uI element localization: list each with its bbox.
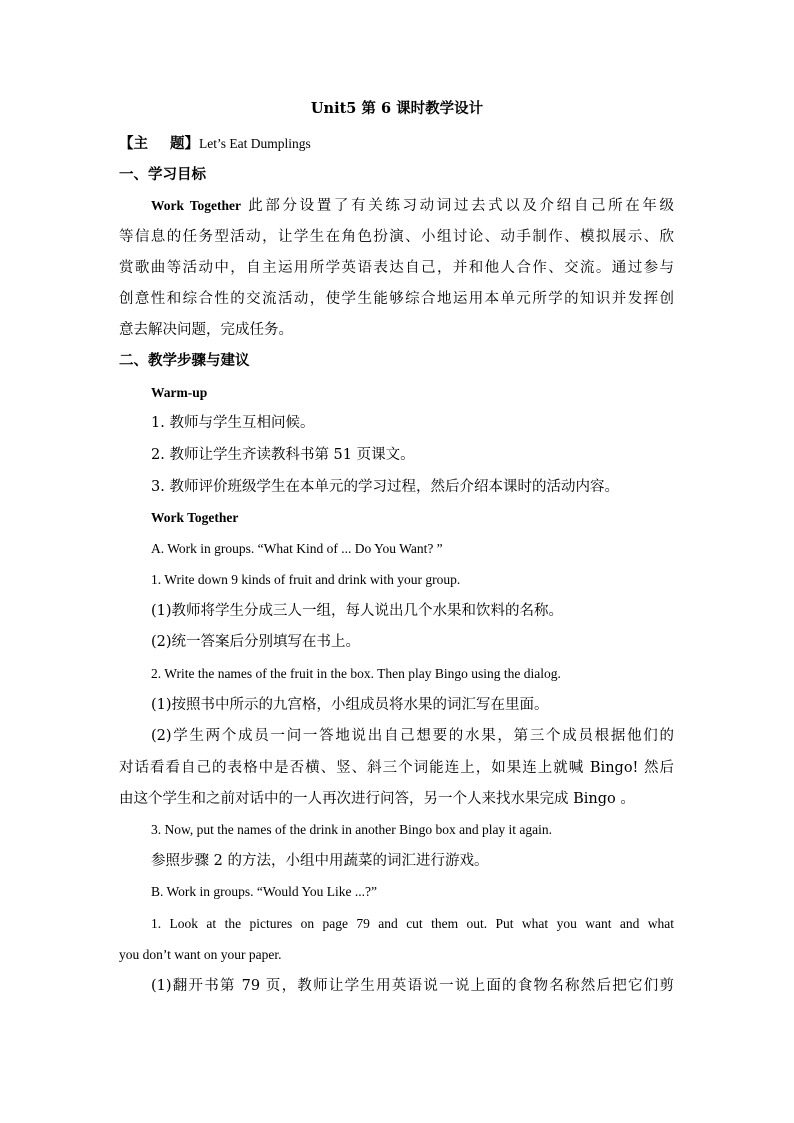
- part-a-step-2-sub-2-line-2: 对话看看自己的表格中是否横、竖、斜三个词能连上，如果连上就喊 Bingo! 然后: [119, 760, 674, 776]
- part-b-step-1-sub-1: (1)翻开书第 79 页，教师让学生用英语说一说上面的食物名称然后把它们剪: [151, 978, 674, 994]
- section-heading-objectives: 一、学习目标: [119, 166, 206, 183]
- part-a-step-1-sub-2: (2)统一答案后分别填写在书上。: [151, 634, 361, 650]
- objectives-line-5: 意去解决问题，完成任务。: [119, 322, 293, 338]
- section-heading-steps: 二、教学步骤与建议: [119, 352, 250, 369]
- part-b-heading: B. Work in groups. “Would You Like ...?”: [151, 884, 377, 899]
- warmup-item-3: 3. 教师评价班级学生在本单元的学习过程，然后介绍本课时的活动内容。: [151, 479, 619, 495]
- topic-label-left: 【主: [119, 135, 148, 152]
- objectives-line-3: 赏歌曲等活动中，自主运用所学英语表达自己，并和他人合作、交流。通过参与: [119, 260, 674, 276]
- objectives-line-1: [151, 196, 674, 216]
- topic-line: [119, 134, 311, 154]
- objectives-lead: Work Together: [151, 198, 242, 213]
- part-a-step-3: 3. Now, put the names of the drink in another Bingo box and play it again.: [151, 822, 553, 837]
- document-title: Unit5 第 6 课时教学设计: [310, 100, 484, 117]
- work-together-heading: Work Together: [151, 510, 239, 525]
- warmup-item-2: 2. 教师让学生齐读教科书第 51 页课文。: [151, 447, 415, 463]
- part-a-step-3-note: 参照步骤 2 的方法，小组中用蔬菜的词汇进行游戏。: [151, 853, 489, 869]
- part-a-step-2-sub-2-line-3: 由这个学生和之前对话中的一人再次进行问答，另一个人来找水果完成 Bingo 。: [119, 791, 635, 807]
- objectives-text: 此部分设置了有关练习动词过去式以及介绍自己所在年级: [241, 198, 674, 214]
- warmup-heading: Warm-up: [151, 385, 208, 400]
- part-a-step-1: 1. Write down 9 kinds of fruit and drink with your group.: [151, 572, 461, 587]
- part-a-step-2-sub-1: (1)按照书中所示的九宫格，小组成员将水果的词汇写在里面。: [151, 697, 549, 713]
- part-a-step-2: 2. Write the names of the fruit in the box. Then play Bingo using the dialog.: [151, 666, 561, 681]
- part-a-step-1-sub-1: (1)教师将学生分成三人一组，每人说出几个水果和饮料的名称。: [151, 603, 564, 619]
- topic-label-right: 题】: [170, 135, 199, 152]
- part-a-step-2-sub-2-line-1: (2)学生两个成员一问一答地说出自己想要的水果，第三个成员根据他们的: [151, 728, 674, 744]
- part-b-step-1-line-2: you don’t want on your paper.: [119, 947, 282, 962]
- objectives-line-4: 创意性和综合性的交流活动，使学生能够综合地运用本单元所学的知识并发挥创: [119, 291, 674, 307]
- part-b-step-1-line-1: 1. Look at the pictures on page 79 and cut them out. Put what you want and what: [151, 916, 674, 931]
- part-a-heading: A. Work in groups. “What Kind of ... Do You Want? ”: [151, 541, 443, 556]
- warmup-item-1: 1. 教师与学生互相问候。: [151, 415, 315, 431]
- topic-value: Let’s Eat Dumplings: [199, 136, 311, 151]
- objectives-line-2: 等信息的任务型活动，让学生在角色扮演、小组讨论、动手制作、模拟展示、欣: [119, 229, 674, 245]
